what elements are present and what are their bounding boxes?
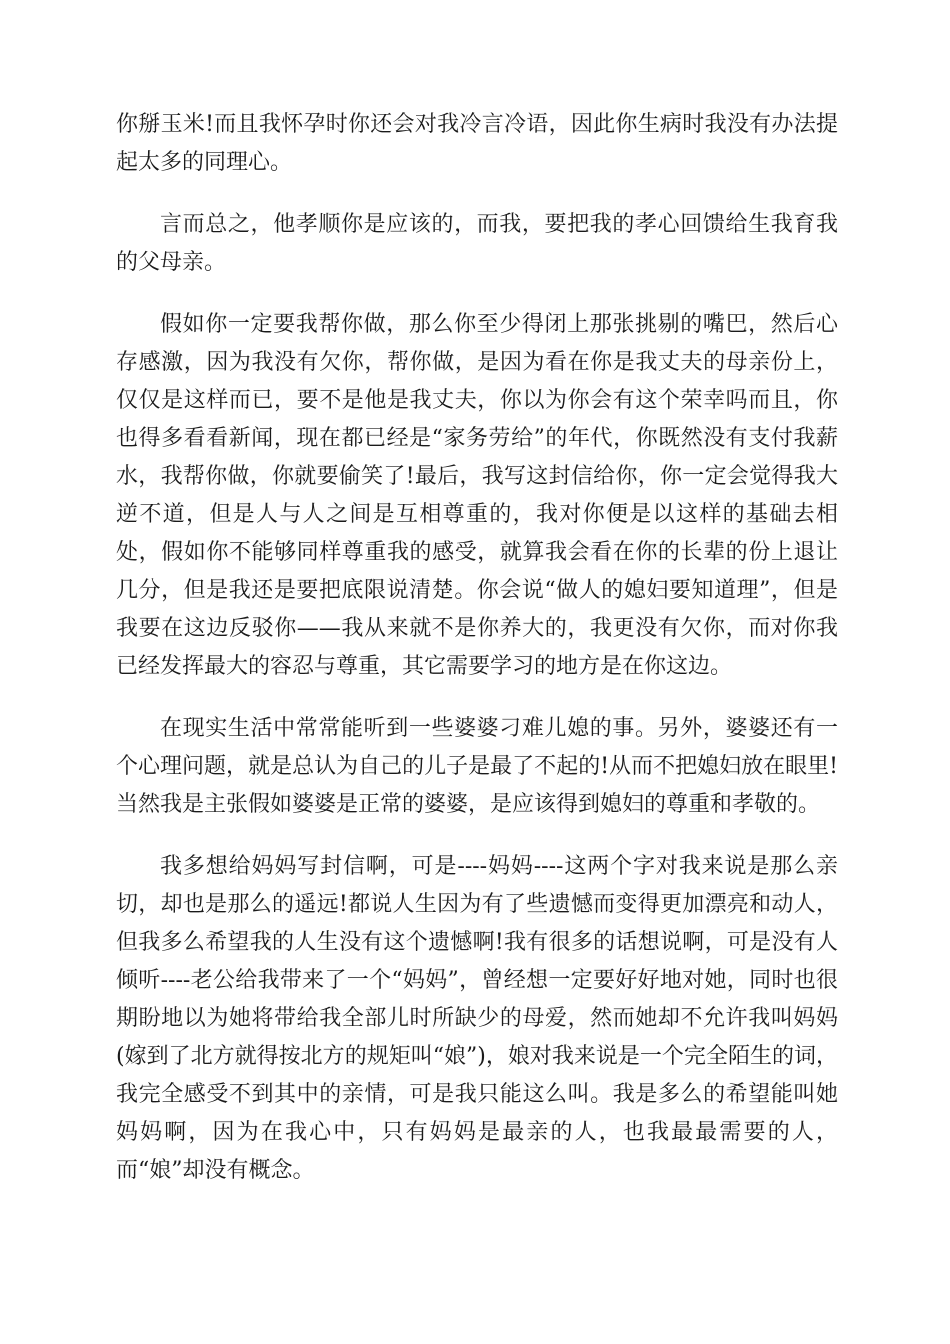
paragraph-3: 假如你一定要我帮你做，那么你至少得闭上那张挑剔的嘴巴，然后心存感激，因为我没有欠你，帮你做，是因为看在你是我丈夫的母亲份上，仅仅是这样而已，要不是他是我丈夫，你以为你会有这个荣幸吗而且，你也得多看看新闻，现在都已经是“家务劳给”的年代，你既然没有支付我薪水，我帮你做，你就要偷笑了!最后，我写这封信给你，你一定会觉得我大逆不道，但是人与人之间是互相尊重的，我对你便是以这样的基础去相处，假如你不能够同样尊重我的感受，就算我会看在你的长辈的份上退让几分，但是我还是要把底限说清楚。你会说“做人的媳妇要知道理”，但是我要在这边反驳你——我从来就不是你养大的，我更没有欠你，而对你我已经发挥最大的容忍与尊重，其它需要学习的地方是在你这边。	[116, 312, 838, 679]
paragraph-1: 你掰玉米!而且我怀孕时你还会对我冷言冷语，因此你生病时我没有办法提起太多的同理心。	[116, 112, 838, 175]
paragraph-4: 在现实生活中常常能听到一些婆婆刁难儿媳的事。另外，婆婆还有一个心理问题，就是总认为自己的儿子是最了不起的!从而不把媳妇放在眼里!当然我是主张假如婆婆是正常的婆婆，是应该得到媳妇的尊重和孝敬的。	[116, 716, 838, 817]
document-body	[116, 106, 838, 1214]
paragraph-5: 我多想给妈妈写封信啊，可是----妈妈----这两个字对我来说是那么亲切，却也是那么的遥远!都说人生因为有了些遗憾而变得更加漂亮和动人，但我多么希望我的人生没有这个遗憾啊!我有很多的话想说啊，可是没有人倾听----老公给我带来了一个“妈妈”，曾经想一定要好好地对她，同时也很期盼地以为她将带给我全部儿时所缺少的母爱，然而她却不允许我叫妈妈(嫁到了北方就得按北方的规矩叫“娘”)，娘对我来说是一个完全陌生的词，我完全感受不到其中的亲情，可是我只能这么叫。我是多么的希望能叫她妈妈啊，因为在我心中，只有妈妈是最亲的人，也我最最需要的人，而“娘”却没有概念。	[116, 854, 838, 1183]
paragraph-2: 言而总之，他孝顺你是应该的，而我，要把我的孝心回馈给生我育我的父母亲。	[116, 212, 838, 275]
